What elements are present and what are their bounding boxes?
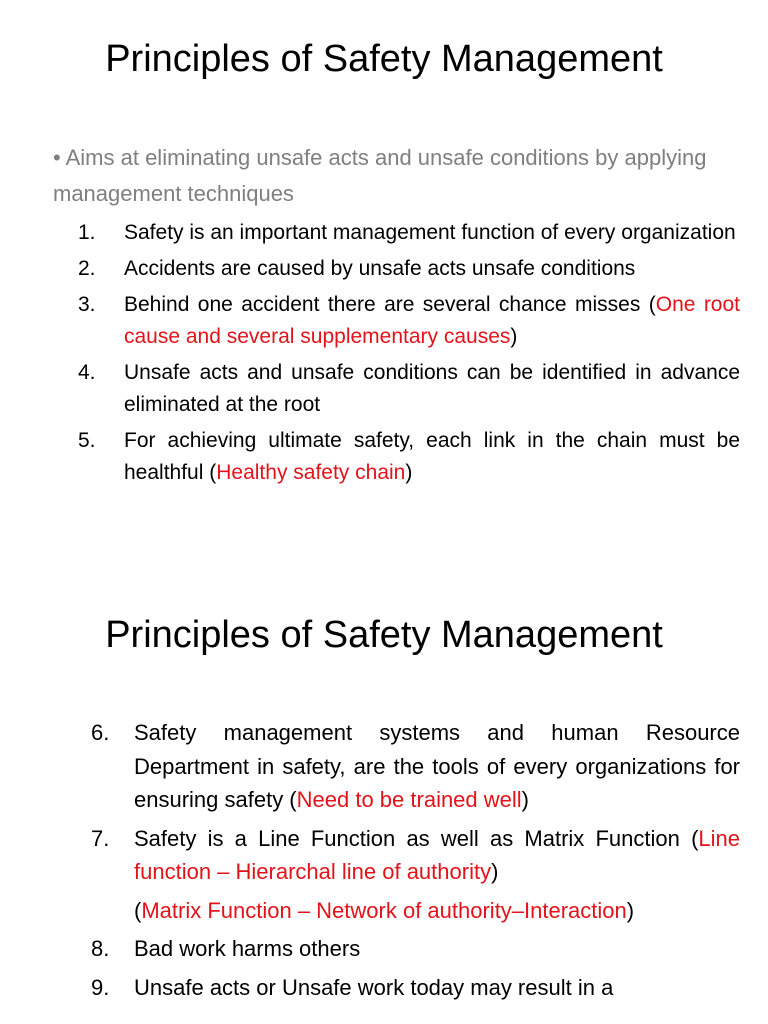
- bullet-text: Aims at eliminating unsafe acts and unsafe conditions by applying management techniques: [53, 145, 707, 206]
- list-item: [78, 217, 740, 249]
- item-highlight: Line function – Hierarchal line of authority: [134, 825, 740, 884]
- item-text: Behind one accident there are several chance misses (One root cause and several supplementary causes): [124, 293, 741, 348]
- list-item: [78, 289, 740, 353]
- item-highlight: Need to be trained well: [296, 787, 522, 812]
- slide-title: Principles of Safety Management: [105, 614, 663, 656]
- item-text: Accidents are caused by unsafe acts unsafe conditions: [124, 257, 636, 280]
- item-number: 5.: [78, 429, 96, 452]
- intro-bullet: [53, 140, 743, 212]
- item-text: Safety is a Line Function as well as Matrix Function (Line function – Hierarchal line of authority): [134, 825, 740, 884]
- item-number: 6.: [91, 720, 110, 745]
- item-text: Safety is an important management function of every organization: [124, 221, 736, 244]
- item-number: 7.: [91, 825, 110, 851]
- list-item: [78, 253, 740, 285]
- item-number: 3.: [78, 293, 96, 316]
- slide-2: [0, 580, 768, 1024]
- item-number: 8.: [91, 936, 110, 961]
- bullet-marker: •: [53, 145, 61, 170]
- list-item: [78, 425, 740, 489]
- item-text: Unsafe acts and unsafe conditions can be identified in advance eliminated at the root: [124, 361, 740, 416]
- list-item: [78, 357, 740, 421]
- item-text: Safety management systems and human Resource Department in safety, are the tools of every organizations for ensuring safety (Need to be trained well): [134, 720, 740, 812]
- slide-title: Principles of Safety Management: [105, 38, 663, 80]
- list-item: [91, 932, 740, 966]
- item-text: Bad work harms others: [134, 936, 361, 961]
- item-text: Unsafe acts or Unsafe work today may result in a: [134, 974, 614, 1000]
- item-number: 2.: [78, 257, 96, 280]
- item-number: 9.: [91, 974, 110, 1000]
- item-number: 4.: [78, 361, 96, 384]
- list-item: [91, 716, 740, 817]
- item-highlight: One root cause and several supplementary causes: [124, 293, 741, 348]
- item-text: For achieving ultimate safety, each link in the chain must be healthful (Healthy safety chain): [124, 429, 740, 484]
- item-highlight: Matrix Function – Network of authority–Interaction: [141, 897, 627, 923]
- item-extra-text: (Matrix Function – Network of authority–Interaction): [134, 897, 635, 923]
- principles-list: [91, 716, 740, 1009]
- item-highlight: Healthy safety chain: [216, 461, 406, 484]
- item-number: 1.: [78, 221, 96, 244]
- list-item: [91, 822, 740, 928]
- principles-list: [78, 217, 740, 493]
- list-item: [91, 971, 740, 1005]
